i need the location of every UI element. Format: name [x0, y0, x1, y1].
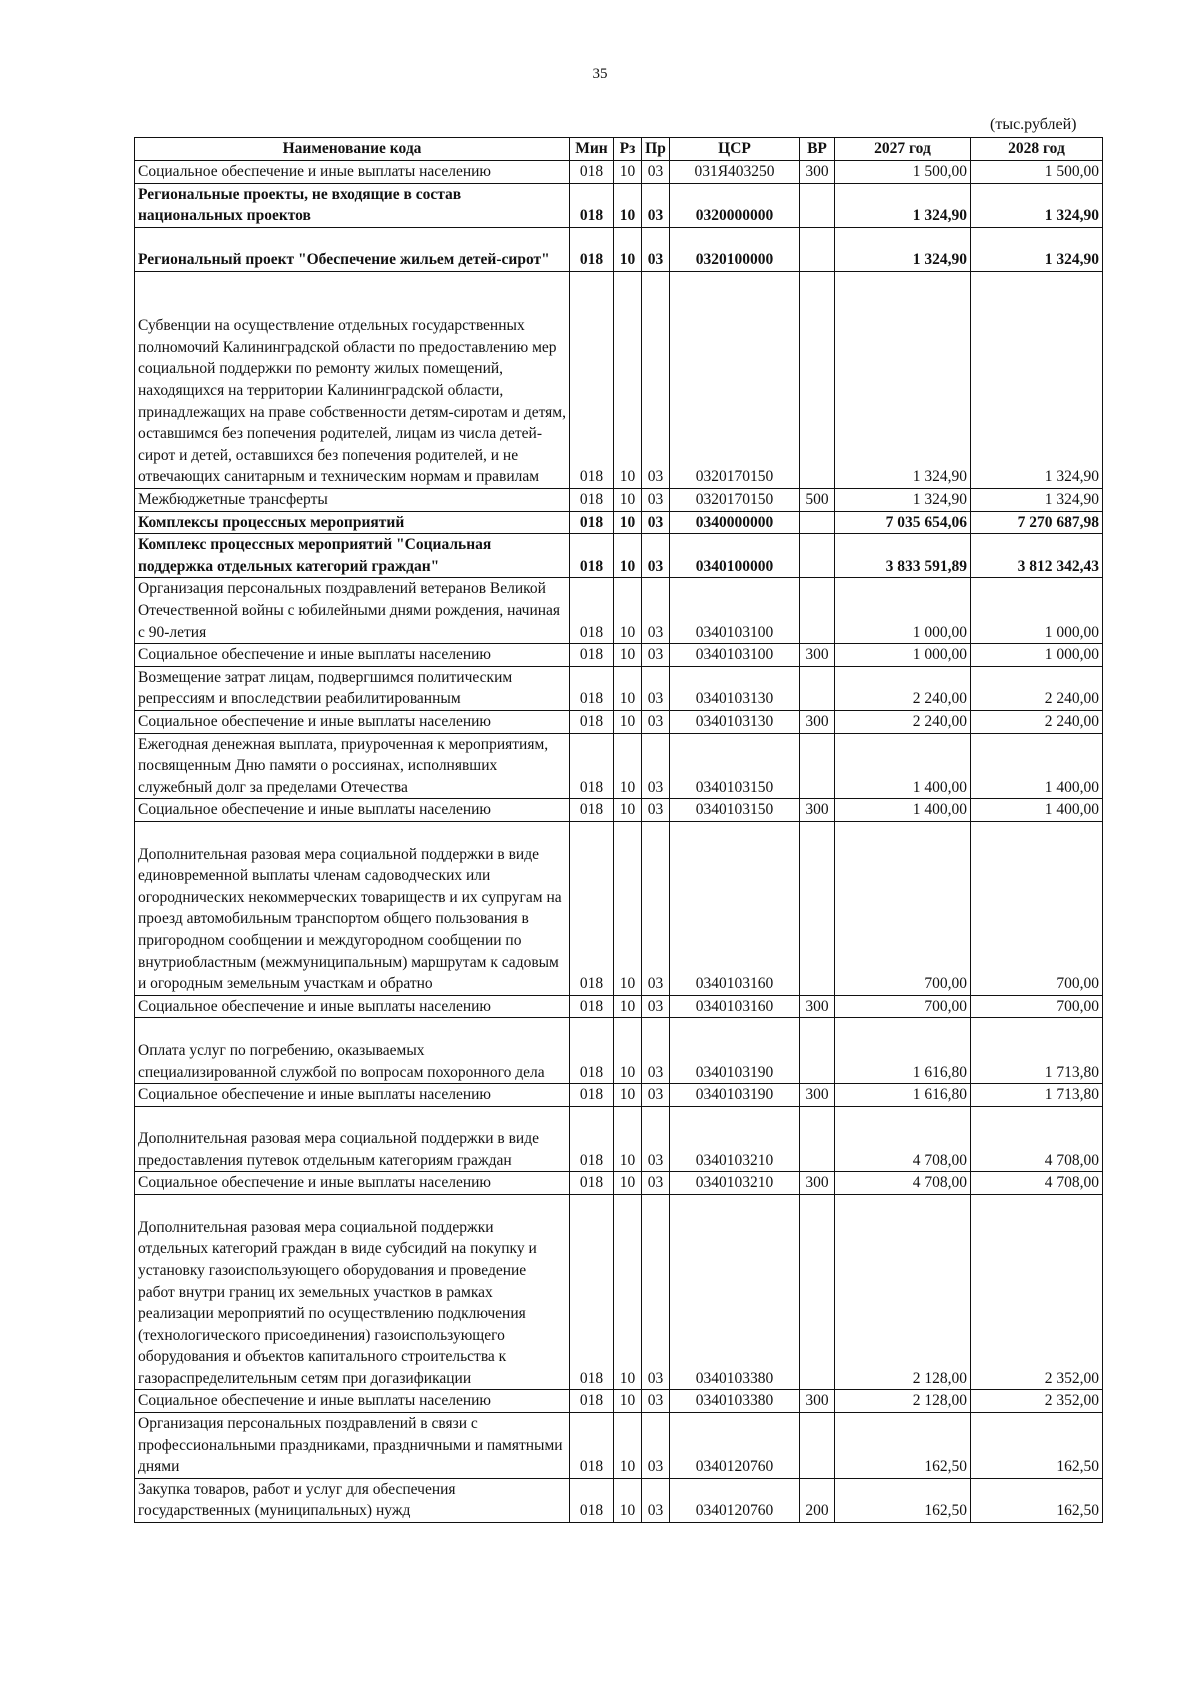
row-pr: 03: [642, 821, 670, 995]
row-min: 018: [570, 666, 614, 710]
row-csr: 0340103130: [670, 666, 800, 710]
row-name: Дополнительная разовая мера социальной поддержки в виде предоставления путевок отдельным категориям граждан: [135, 1106, 570, 1172]
header-rz: Рз: [614, 138, 642, 161]
row-name: Социальное обеспечение и иные выплаты населению: [135, 1084, 570, 1107]
table-row: [135, 821, 1103, 995]
row-2028: 1 500,00: [971, 161, 1103, 184]
row-vr: 300: [800, 644, 835, 667]
row-vr: 300: [800, 1172, 835, 1195]
row-rz: 10: [614, 511, 642, 534]
row-name: Социальное обеспечение и иные выплаты населению: [135, 1390, 570, 1413]
row-rz: 10: [614, 1390, 642, 1413]
row-name: Социальное обеспечение и иные выплаты населению: [135, 644, 570, 667]
row-min: 018: [570, 227, 614, 271]
row-min: 018: [570, 995, 614, 1018]
row-2027: 4 708,00: [835, 1172, 971, 1195]
row-rz: 10: [614, 821, 642, 995]
table-row: [135, 488, 1103, 511]
row-csr: 0340100000: [670, 534, 800, 578]
row-2028: 1 400,00: [971, 733, 1103, 799]
table-header-row: [135, 138, 1103, 161]
row-2028: 1 324,90: [971, 227, 1103, 271]
budget-table: [134, 137, 1103, 1523]
row-vr: [800, 183, 835, 227]
units-label: (тыс.рублей): [990, 116, 1077, 133]
header-2028: 2028 год: [971, 138, 1103, 161]
row-min: 018: [570, 183, 614, 227]
row-rz: 10: [614, 995, 642, 1018]
row-vr: [800, 666, 835, 710]
row-name: Региональные проекты, не входящие в состав национальных проектов: [135, 183, 570, 227]
table-row: [135, 1413, 1103, 1479]
row-vr: 300: [800, 995, 835, 1018]
header-min: Мин: [570, 138, 614, 161]
row-csr: 0340120760: [670, 1478, 800, 1522]
table-row: [135, 1106, 1103, 1172]
row-2027: 1 324,90: [835, 227, 971, 271]
row-pr: 03: [642, 995, 670, 1018]
row-2027: 1 500,00: [835, 161, 971, 184]
row-rz: 10: [614, 227, 642, 271]
row-csr: 0320100000: [670, 227, 800, 271]
table-row: [135, 666, 1103, 710]
row-name: Дополнительная разовая мера социальной поддержки отдельных категорий граждан в виде субсидий на покупку и установку газоиспользующего оборудования и проведение работ внутри границ их земельных участков в рамках реализации мероприятий по осуществлению подключения (технологического присоединения) газоиспользующего оборудования и объектов капитального строительства к газораспределительным сетям при догазификации: [135, 1195, 570, 1390]
table-row: [135, 1195, 1103, 1390]
row-2027: 7 035 654,06: [835, 511, 971, 534]
row-pr: 03: [642, 1172, 670, 1195]
row-2027: 1 324,90: [835, 271, 971, 488]
row-name: Региональный проект "Обеспечение жильем детей-сирот": [135, 227, 570, 271]
row-min: 018: [570, 644, 614, 667]
table-row: [135, 511, 1103, 534]
row-2028: 2 240,00: [971, 710, 1103, 733]
row-csr: 0340103100: [670, 578, 800, 644]
row-min: 018: [570, 1413, 614, 1479]
row-rz: 10: [614, 534, 642, 578]
row-pr: 03: [642, 161, 670, 184]
row-pr: 03: [642, 1018, 670, 1084]
row-name: Дополнительная разовая мера социальной поддержки в виде единовременной выплаты членам садоводческих или огороднических некоммерческих товариществ и их супругам на проезд автомобильным транспортом общего пользования в пригородном сообщении и междугородном сообщении по внутриобластным (межмуниципальным) маршрутам к садовым и огородным земельным участкам и обратно: [135, 821, 570, 995]
table-row: [135, 534, 1103, 578]
row-rz: 10: [614, 1172, 642, 1195]
row-pr: 03: [642, 488, 670, 511]
table-row: [135, 710, 1103, 733]
row-min: 018: [570, 534, 614, 578]
row-2028: 1 713,80: [971, 1018, 1103, 1084]
row-rz: 10: [614, 733, 642, 799]
row-2028: 1 324,90: [971, 271, 1103, 488]
row-csr: 0340103380: [670, 1195, 800, 1390]
row-csr: 0340103380: [670, 1390, 800, 1413]
row-name: Ежегодная денежная выплата, приуроченная к мероприятиям, посвященным Дню памяти о россиянах, исполнявших служебный долг за пределами Отечества: [135, 733, 570, 799]
table-row: [135, 183, 1103, 227]
row-2028: 1 400,00: [971, 799, 1103, 822]
row-min: 018: [570, 161, 614, 184]
row-min: 018: [570, 488, 614, 511]
row-min: 018: [570, 1390, 614, 1413]
row-2028: 700,00: [971, 995, 1103, 1018]
row-2028: 1 000,00: [971, 578, 1103, 644]
row-rz: 10: [614, 1018, 642, 1084]
row-name: Социальное обеспечение и иные выплаты населению: [135, 1172, 570, 1195]
row-2027: 3 833 591,89: [835, 534, 971, 578]
row-rz: 10: [614, 1195, 642, 1390]
table-row: [135, 644, 1103, 667]
row-vr: 500: [800, 488, 835, 511]
row-2028: 700,00: [971, 821, 1103, 995]
row-2028: 1 000,00: [971, 644, 1103, 667]
row-pr: 03: [642, 1106, 670, 1172]
row-2028: 2 352,00: [971, 1195, 1103, 1390]
row-rz: 10: [614, 1413, 642, 1479]
row-vr: [800, 511, 835, 534]
row-vr: 300: [800, 161, 835, 184]
row-name: Возмещение затрат лицам, подвергшимся политическим репрессиям и впоследствии реабилитированным: [135, 666, 570, 710]
row-vr: 300: [800, 799, 835, 822]
row-vr: [800, 578, 835, 644]
row-min: 018: [570, 733, 614, 799]
row-2027: 1 324,90: [835, 183, 971, 227]
row-csr: 0340103150: [670, 799, 800, 822]
row-min: 018: [570, 1478, 614, 1522]
row-csr: 031Я403250: [670, 161, 800, 184]
row-min: 018: [570, 1018, 614, 1084]
row-2028: 1 324,90: [971, 183, 1103, 227]
table-row: [135, 578, 1103, 644]
row-2028: 1 713,80: [971, 1084, 1103, 1107]
row-rz: 10: [614, 644, 642, 667]
row-2027: 2 128,00: [835, 1195, 971, 1390]
row-2027: 1 324,90: [835, 488, 971, 511]
row-2028: 1 324,90: [971, 488, 1103, 511]
table-row: [135, 995, 1103, 1018]
row-pr: 03: [642, 666, 670, 710]
row-rz: 10: [614, 488, 642, 511]
row-vr: [800, 733, 835, 799]
row-2027: 1 616,80: [835, 1018, 971, 1084]
row-pr: 03: [642, 578, 670, 644]
row-2027: 1 400,00: [835, 733, 971, 799]
table-row: [135, 161, 1103, 184]
row-vr: [800, 227, 835, 271]
row-csr: 0340103100: [670, 644, 800, 667]
table-row: [135, 1478, 1103, 1522]
row-2027: 162,50: [835, 1478, 971, 1522]
row-csr: 0340103160: [670, 821, 800, 995]
row-vr: [800, 1413, 835, 1479]
row-vr: [800, 821, 835, 995]
row-vr: 300: [800, 1390, 835, 1413]
row-csr: 0340103210: [670, 1106, 800, 1172]
header-csr: ЦСР: [670, 138, 800, 161]
row-name: Оплата услуг по погребению, оказываемых специализированной службой по вопросам похоронного дела: [135, 1018, 570, 1084]
row-csr: 0320170150: [670, 488, 800, 511]
row-pr: 03: [642, 644, 670, 667]
row-pr: 03: [642, 1084, 670, 1107]
row-min: 018: [570, 1106, 614, 1172]
row-pr: 03: [642, 183, 670, 227]
row-2027: 700,00: [835, 995, 971, 1018]
row-2028: 4 708,00: [971, 1106, 1103, 1172]
row-rz: 10: [614, 271, 642, 488]
row-min: 018: [570, 1195, 614, 1390]
row-rz: 10: [614, 183, 642, 227]
row-name: Социальное обеспечение и иные выплаты населению: [135, 799, 570, 822]
table-row: [135, 1018, 1103, 1084]
row-vr: 200: [800, 1478, 835, 1522]
row-rz: 10: [614, 710, 642, 733]
row-name: Организация персональных поздравлений в связи с профессиональными праздниками, праздничными и памятными днями: [135, 1413, 570, 1479]
page-number: 35: [592, 66, 608, 82]
row-name: Социальное обеспечение и иные выплаты населению: [135, 710, 570, 733]
row-csr: 0340000000: [670, 511, 800, 534]
row-vr: [800, 1106, 835, 1172]
row-pr: 03: [642, 733, 670, 799]
row-pr: 03: [642, 710, 670, 733]
row-2028: 162,50: [971, 1413, 1103, 1479]
header-2027: 2027 год: [835, 138, 971, 161]
table-row: [135, 1084, 1103, 1107]
row-name: Закупка товаров, работ и услуг для обеспечения государственных (муниципальных) нужд: [135, 1478, 570, 1522]
row-2028: 4 708,00: [971, 1172, 1103, 1195]
header-pr: Пр: [642, 138, 670, 161]
row-rz: 10: [614, 666, 642, 710]
row-vr: [800, 1018, 835, 1084]
row-csr: 0320170150: [670, 271, 800, 488]
row-rz: 10: [614, 799, 642, 822]
row-name: Комплекс процессных мероприятий "Социальная поддержка отдельных категорий граждан": [135, 534, 570, 578]
row-2027: 700,00: [835, 821, 971, 995]
row-min: 018: [570, 1172, 614, 1195]
row-rz: 10: [614, 1084, 642, 1107]
row-2027: 162,50: [835, 1413, 971, 1479]
row-pr: 03: [642, 1413, 670, 1479]
header-vr: ВР: [800, 138, 835, 161]
row-rz: 10: [614, 1106, 642, 1172]
row-name: Межбюджетные трансферты: [135, 488, 570, 511]
row-csr: 0340103130: [670, 710, 800, 733]
row-pr: 03: [642, 1195, 670, 1390]
row-rz: 10: [614, 161, 642, 184]
row-pr: 03: [642, 1478, 670, 1522]
row-vr: 300: [800, 1084, 835, 1107]
table-row: [135, 1390, 1103, 1413]
table-row: [135, 733, 1103, 799]
row-pr: 03: [642, 534, 670, 578]
row-min: 018: [570, 821, 614, 995]
row-2027: 4 708,00: [835, 1106, 971, 1172]
row-pr: 03: [642, 227, 670, 271]
row-2028: 2 352,00: [971, 1390, 1103, 1413]
row-vr: [800, 271, 835, 488]
row-vr: [800, 1195, 835, 1390]
row-pr: 03: [642, 511, 670, 534]
row-min: 018: [570, 710, 614, 733]
row-name: Социальное обеспечение и иные выплаты населению: [135, 161, 570, 184]
row-2027: 1 000,00: [835, 578, 971, 644]
row-csr: 0320000000: [670, 183, 800, 227]
row-name: Организация персональных поздравлений ветеранов Великой Отечественной войны с юбилейными днями рождения, начиная с 90-летия: [135, 578, 570, 644]
row-2027: 1 400,00: [835, 799, 971, 822]
row-min: 018: [570, 578, 614, 644]
row-min: 018: [570, 511, 614, 534]
row-rz: 10: [614, 1478, 642, 1522]
row-csr: 0340120760: [670, 1413, 800, 1479]
row-pr: 03: [642, 271, 670, 488]
row-name: Комплексы процессных мероприятий: [135, 511, 570, 534]
row-2028: 162,50: [971, 1478, 1103, 1522]
row-2027: 2 240,00: [835, 666, 971, 710]
row-2028: 7 270 687,98: [971, 511, 1103, 534]
row-2028: 3 812 342,43: [971, 534, 1103, 578]
row-csr: 0340103160: [670, 995, 800, 1018]
row-vr: [800, 534, 835, 578]
row-rz: 10: [614, 578, 642, 644]
table-row: [135, 271, 1103, 488]
table-row: [135, 227, 1103, 271]
row-pr: 03: [642, 1390, 670, 1413]
row-csr: 0340103150: [670, 733, 800, 799]
row-csr: 0340103190: [670, 1018, 800, 1084]
header-name: Наименование кода: [135, 138, 570, 161]
row-2027: 1 616,80: [835, 1084, 971, 1107]
row-2027: 2 128,00: [835, 1390, 971, 1413]
table-body: [135, 161, 1103, 1523]
row-2027: 2 240,00: [835, 710, 971, 733]
row-csr: 0340103190: [670, 1084, 800, 1107]
row-vr: 300: [800, 710, 835, 733]
row-min: 018: [570, 1084, 614, 1107]
table-row: [135, 1172, 1103, 1195]
row-min: 018: [570, 799, 614, 822]
row-csr: 0340103210: [670, 1172, 800, 1195]
row-2027: 1 000,00: [835, 644, 971, 667]
row-2028: 2 240,00: [971, 666, 1103, 710]
table-row: [135, 799, 1103, 822]
row-pr: 03: [642, 799, 670, 822]
row-name: Субвенции на осуществление отдельных государственных полномочий Калининградской области по предоставлению мер социальной поддержки по ремонту жилых помещений, находящихся на территории Калининградской области, принадлежащих на праве собственности детям-сиротам и детям, оставшимся без попечения родителей, лицам из числа детей-сирот и детей, оставшихся без попечения родителей, и не отвечающих санитарным и техническим нормам и правилам: [135, 271, 570, 488]
row-name: Социальное обеспечение и иные выплаты населению: [135, 995, 570, 1018]
row-min: 018: [570, 271, 614, 488]
